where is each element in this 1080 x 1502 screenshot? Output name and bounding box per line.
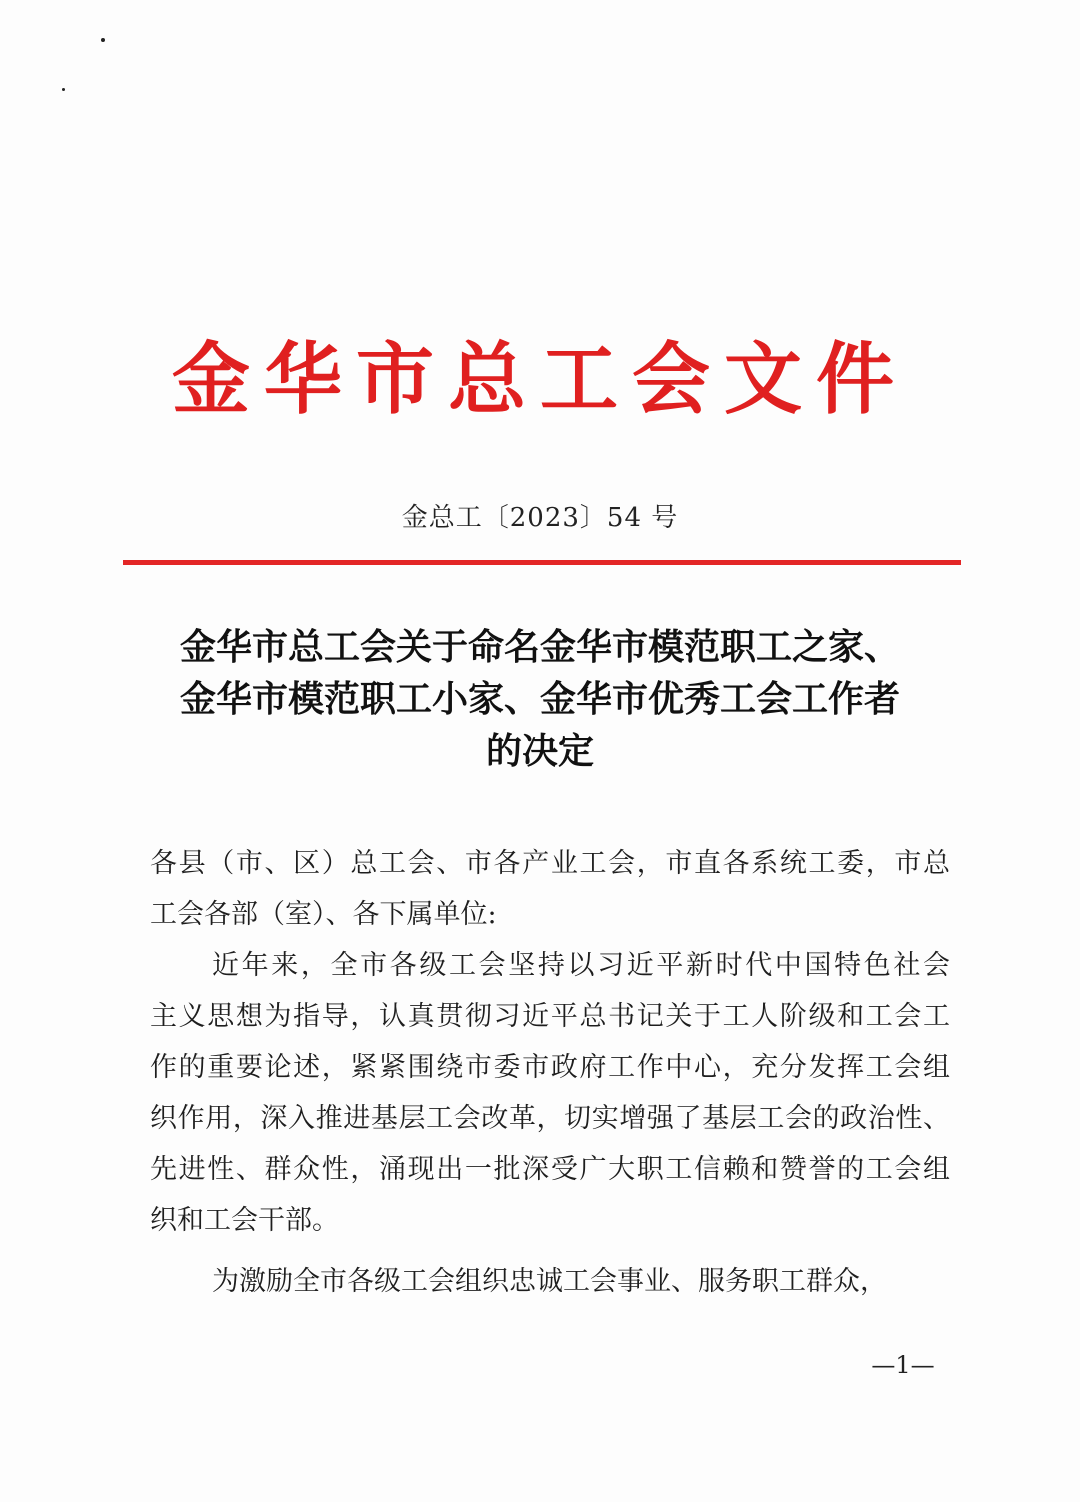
body-line: 主义思想为指导，认真贯彻习近平总书记关于工人阶级和工会工 — [150, 1001, 950, 1032]
document-number: 金总工〔2023〕54 号 — [401, 503, 679, 533]
body-line: 织和工会干部。 — [150, 1205, 339, 1236]
page-number: —1— — [871, 1351, 935, 1379]
title-line: 的决定 — [485, 731, 594, 772]
title-line: 金华市模范职工小家、金华市优秀工会工作者 — [179, 679, 900, 720]
document-body — [150, 838, 950, 1307]
body-line: 工会各部（室）、各下属单位: — [150, 899, 497, 930]
paragraph-1 — [150, 940, 950, 1246]
document-title — [120, 622, 960, 778]
body-line: 作的重要论述，紧紧围绕市委市政府工作中心，充分发挥工会组 — [150, 1052, 950, 1083]
scan-speck — [101, 38, 105, 42]
body-line: 先进性、群众性，涌现出一批深受广大职工信赖和赞誉的工会组 — [150, 1154, 950, 1185]
body-line: 各县（市、区）总工会、市各产业工会，市直各系统工委，市总 — [150, 848, 950, 879]
masthead-title: 金华市总工会文件 — [171, 335, 908, 425]
body-line: 为激励全市各级工会组织忠诚工会事业、服务职工群众， — [212, 1266, 887, 1297]
title-line: 金华市总工会关于命名金华市模范职工之家、 — [179, 627, 900, 668]
red-divider-rule — [123, 560, 961, 565]
paragraph-2 — [150, 1256, 950, 1307]
scan-speck — [62, 88, 65, 91]
salutation — [150, 838, 950, 940]
body-line: 近年来，全市各级工会坚持以习近平新时代中国特色社会 — [212, 950, 950, 981]
body-line: 织作用，深入推进基层工会改革，切实增强了基层工会的政治性、 — [150, 1103, 950, 1134]
